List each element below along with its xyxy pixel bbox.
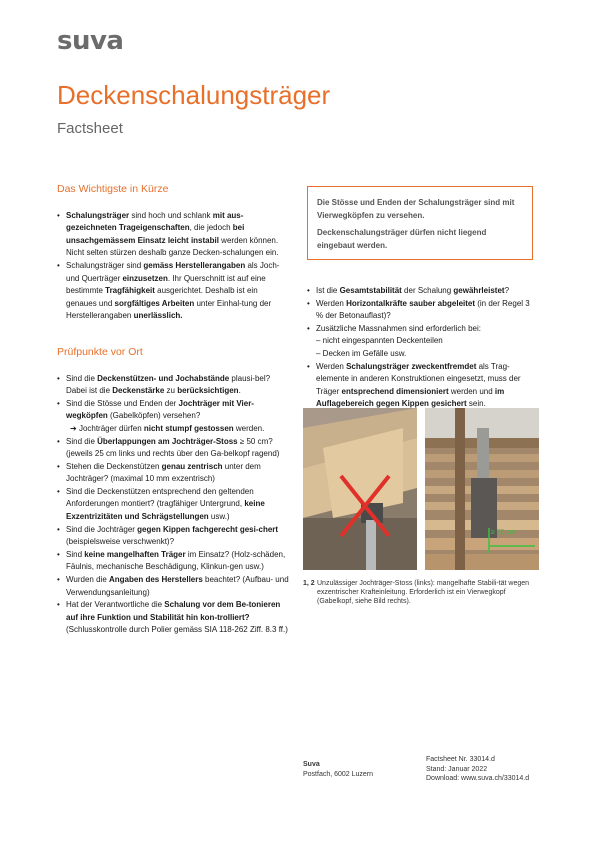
bold-text: berücksichtigen	[177, 386, 239, 396]
text-segment: Sind	[66, 549, 85, 559]
list-item	[57, 260, 289, 323]
text-segment: unter Einhal-tung der Herstellerangaben	[66, 298, 272, 321]
footer-factsheet-no: Factsheet Nr. 33014.d	[426, 756, 495, 763]
bold-text: Horizontalkräfte sauber abgeleitet	[346, 298, 476, 308]
highlight-box	[307, 186, 533, 260]
list-item	[57, 398, 289, 436]
bold-text: Schalung vor dem Be-tonieren auf ihre Funktion und Stabilität hin kon-trolliert?	[66, 600, 281, 622]
bold-text: unerlässlich.	[133, 311, 183, 321]
list-item	[57, 599, 289, 637]
text-segment: (in der Regel 3 % der Betonauflast)?	[316, 298, 530, 321]
text-segment: Zusätzliche Massnahmen sind erforderlich bei:	[316, 323, 481, 333]
text-segment: Sind die	[66, 436, 98, 446]
text-segment: sind hoch und schlank	[129, 210, 213, 220]
section-heading-checkpoints: Prüfpunkte vor Ort	[57, 345, 143, 358]
bold-text: Deckenstützen- und Jochabstände	[97, 373, 230, 383]
text-segment: sein.	[466, 399, 486, 409]
list-item	[57, 574, 289, 599]
text-segment: , die jedoch	[189, 223, 233, 233]
list-item	[307, 285, 539, 298]
bold-text: Deckenstärke	[112, 386, 165, 396]
list-item	[57, 549, 289, 574]
bold-text: im Auflagebereich gegen Kippen gesichert	[316, 386, 505, 409]
text-segment: ≥ 50 cm? (jeweils 25 cm links und rechts über den Ga-belkopf ragend)	[66, 436, 280, 459]
left-column	[57, 183, 289, 637]
bold-text: keine mangelhaften Träger	[84, 549, 186, 559]
footer-address: Postfach, 6002 Luzern	[303, 770, 374, 778]
list-item	[57, 486, 289, 524]
footer-stand: Stand: Januar 2022	[426, 765, 488, 773]
suva-logo: suva	[57, 26, 124, 56]
text-segment: als Joch- und Querträger	[66, 260, 280, 283]
text-segment: plausi-bel? Dabei ist die	[66, 373, 271, 396]
text-segment: werden können. Nicht selten stürzen deshalb ganze Decken-schalungen ein.	[66, 235, 279, 258]
list-item	[57, 461, 289, 486]
text-segment: im Einsatz? (Holz-schäden, Fäulnis, mechanische Beschädigung, Klinkun-gen usw.)	[66, 549, 286, 572]
text-segment: .	[238, 386, 241, 396]
page-subtitle: Factsheet	[57, 120, 123, 137]
list-item	[57, 524, 289, 549]
text-segment: Werden	[316, 361, 347, 371]
text-segment: Schalungsträger sind	[66, 260, 144, 270]
checkpoint-list	[57, 373, 289, 637]
highlight-line-1: Die Stösse und Enden der Schalungsträger sind mit Vierwegköpfen zu versehen.	[317, 198, 515, 220]
text-segment: Werden	[316, 298, 347, 308]
bold-text: gegen Kippen fachgerecht gesi-chert	[137, 524, 279, 534]
section-heading-summary: Das Wichtigste in Kürze	[57, 183, 169, 195]
text-segment: usw.)	[208, 512, 230, 522]
bold-text: Gesamtstabilität	[339, 286, 402, 295]
text-segment: . Ihr Querschnitt ist auf eine bestimmte	[66, 273, 266, 296]
bold-text: gemäss Herstellerangaben	[143, 260, 246, 270]
bold-text: Jochträger mit Vier-wegköpfen	[66, 398, 254, 421]
text-segment: unter dem Jochträger? (maximal 10 mm exzentrisch)	[66, 461, 261, 484]
right-column	[307, 285, 539, 411]
bold-text: einzusetzen	[122, 273, 168, 283]
page-title: Deckenschalungsträger	[57, 80, 331, 110]
list-item	[57, 373, 289, 398]
arrow-right-icon: ➔	[70, 423, 77, 433]
photo-fork-head	[425, 408, 539, 570]
highlight-line-2: Deckenschalungsträger dürfen nicht liegend eingebaut werden.	[317, 228, 487, 250]
text-segment: Sind die Deckenstützen entsprechend den geltenden Anforderungen montiert? (tragfähiger Untergrund,	[66, 486, 254, 509]
summary-list	[57, 210, 289, 323]
text-segment: Sind die Jochträger	[66, 524, 138, 534]
bold-text: Schalungsträger zweckentfremdet	[346, 361, 477, 371]
text-segment: ?	[504, 286, 510, 295]
measure-label: ≥ 25 cm	[491, 529, 516, 536]
bold-text: entsprechend dimensioniert	[341, 386, 449, 396]
list-item	[307, 298, 539, 323]
text-segment: der Schalung	[401, 286, 454, 295]
caption-number: 1, 2	[303, 580, 315, 587]
text-segment: (beispielsweise verschwenkt)?	[66, 537, 175, 547]
photo-wrong-joint	[303, 408, 417, 570]
text-segment: werden und	[448, 386, 495, 396]
bold-text: Schalungsträger	[66, 210, 130, 220]
bold-text: gewährleistet	[453, 286, 505, 295]
text-segment: Hat der Verantwortliche die	[66, 600, 165, 610]
text-segment: Ist die	[316, 286, 340, 295]
dash-item: – Decken im Gefälle usw.	[316, 348, 407, 358]
text-segment: Wurden die	[66, 575, 109, 585]
text-segment: Sind die	[66, 373, 98, 383]
footer-download: Download: www.suva.ch/33014.d	[426, 775, 530, 783]
dash-item: – nicht eingespannten Deckenteilen	[316, 336, 443, 346]
text-segment: (Gabelköpfen) versehen?	[107, 411, 201, 421]
text-segment: (Schlusskontrolle durch Polier gemäss SIA 118-262 Ziff. 8.3 ff.)	[66, 625, 288, 635]
bold-text: mit aus-gezeichneten Trageigenschaften	[66, 210, 244, 233]
footer-meta	[426, 755, 529, 784]
text-segment: beachtet? (Aufbau- und Verwendungsanleitung)	[66, 575, 289, 597]
footer-org	[303, 760, 373, 779]
text-segment: als Trag-elemente in anderen Konstruktionen eingesetzt, muss der Träger	[316, 361, 521, 396]
text-segment: Sind die Stösse und Enden der	[66, 398, 179, 408]
footer-org-name: Suva	[303, 761, 320, 768]
caption-text: Unzulässiger Jochträger-Stoss (links): mangelhafte Stabili-tät wegen exzentrischer Krafteinleitung. Erforderlich ist ein Vierwegkopf (Gabelkopf, siehe Bild rechts).	[317, 580, 530, 605]
sub-note: ➔ Jochträger dürfen nicht stumpf gestossen werden.	[70, 423, 265, 433]
bold-text: genau zentrisch	[161, 461, 223, 471]
list-item	[307, 323, 539, 361]
bold-text: Angaben des Herstellers	[109, 575, 203, 585]
photo-wrong-joint-image	[303, 408, 417, 570]
stability-list	[307, 285, 539, 411]
bold-text: keine Exzentrizitäten und Schrägstellungen	[66, 499, 265, 522]
bold-text: Überlappungen am Jochträger-Stoss	[97, 436, 238, 446]
text-segment: Stehen die Deckenstützen	[66, 461, 162, 471]
photo-fork-head-image	[425, 408, 539, 570]
photo-caption	[303, 579, 535, 606]
text-segment: zu	[164, 386, 178, 396]
list-item	[307, 361, 539, 411]
bold-text: bei unsachgemässem Einsatz leicht instabil	[66, 223, 245, 245]
bold-text: sorgfältiges Arbeiten	[114, 298, 195, 308]
text-segment: ausgerichtet. Deshalb ist ein genaues und	[66, 286, 258, 308]
bold-text: Tragfähigkeit	[105, 286, 155, 296]
list-item	[57, 210, 289, 260]
list-item	[57, 436, 289, 461]
